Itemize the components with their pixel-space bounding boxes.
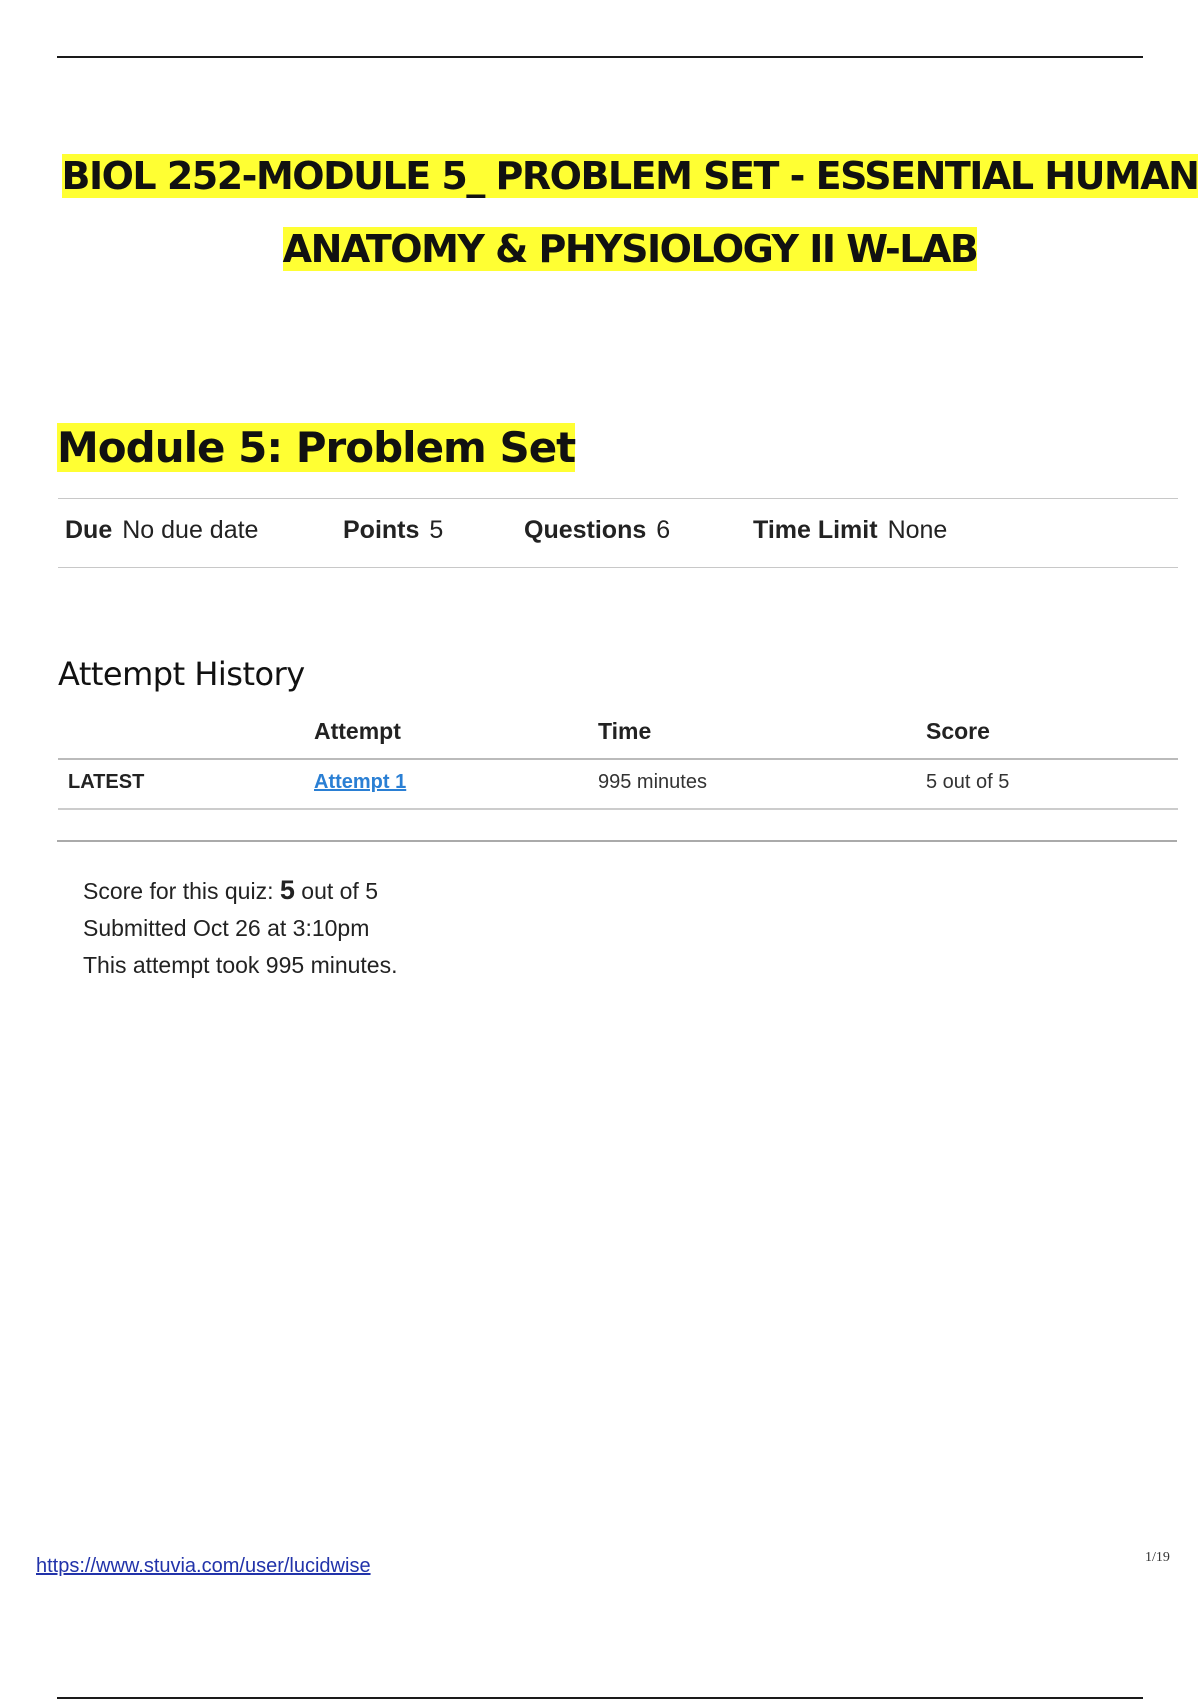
due-value: No due date [122, 516, 259, 544]
submitted-line: Submitted Oct 26 at 3:10pm [83, 915, 370, 941]
quiz-heading [57, 420, 575, 476]
attempt-score: 5 out of 5 [926, 771, 1010, 793]
attempt-1-link[interactable]: Attempt 1 [314, 771, 407, 793]
questions-detail [524, 516, 670, 545]
points-label: Points [343, 516, 420, 544]
duration-line: This attempt took 995 minutes. [83, 952, 398, 978]
due-label: Due [65, 516, 113, 544]
document-title-line-1: BIOL 252-MODULE 5_ PROBLEM SET - ESSENTIAL HUMAN [61, 154, 1199, 198]
points-value: 5 [429, 516, 444, 544]
section-divider [57, 840, 1177, 842]
questions-value: 6 [656, 516, 671, 544]
page-number: 1/19 [1145, 1550, 1170, 1565]
column-header-attempt: Attempt [314, 718, 401, 744]
score-suffix: out of 5 [301, 878, 379, 904]
time-limit-label: Time Limit [753, 516, 878, 544]
score-line [83, 872, 398, 910]
score-prefix: Score for this quiz: [83, 878, 274, 904]
attempt-history-heading: Attempt History [58, 655, 305, 693]
quiz-details-bar [58, 498, 1178, 568]
document-title-line-2: ANATOMY & PHYSIOLOGY II W-LAB [282, 227, 978, 271]
column-header-time: Time [598, 718, 652, 744]
time-limit-detail [753, 516, 947, 545]
latest-tag: LATEST [68, 771, 145, 793]
table-header-divider [58, 758, 1178, 760]
due-detail [65, 516, 258, 545]
quiz-heading-text: Module 5: Problem Set [57, 423, 576, 472]
time-limit-value: None [887, 516, 948, 544]
table-row-divider [58, 808, 1178, 810]
score-value: 5 [279, 875, 295, 905]
points-detail [343, 516, 443, 545]
footer-url-link[interactable]: https://www.stuvia.com/user/lucidwise [36, 1555, 371, 1577]
attempt-time: 995 minutes [598, 771, 707, 793]
quiz-summary [83, 872, 398, 984]
document-title [60, 140, 1200, 286]
bottom-rule [57, 1697, 1143, 1699]
questions-label: Questions [524, 516, 647, 544]
top-rule [57, 56, 1143, 58]
column-header-score: Score [926, 718, 990, 744]
